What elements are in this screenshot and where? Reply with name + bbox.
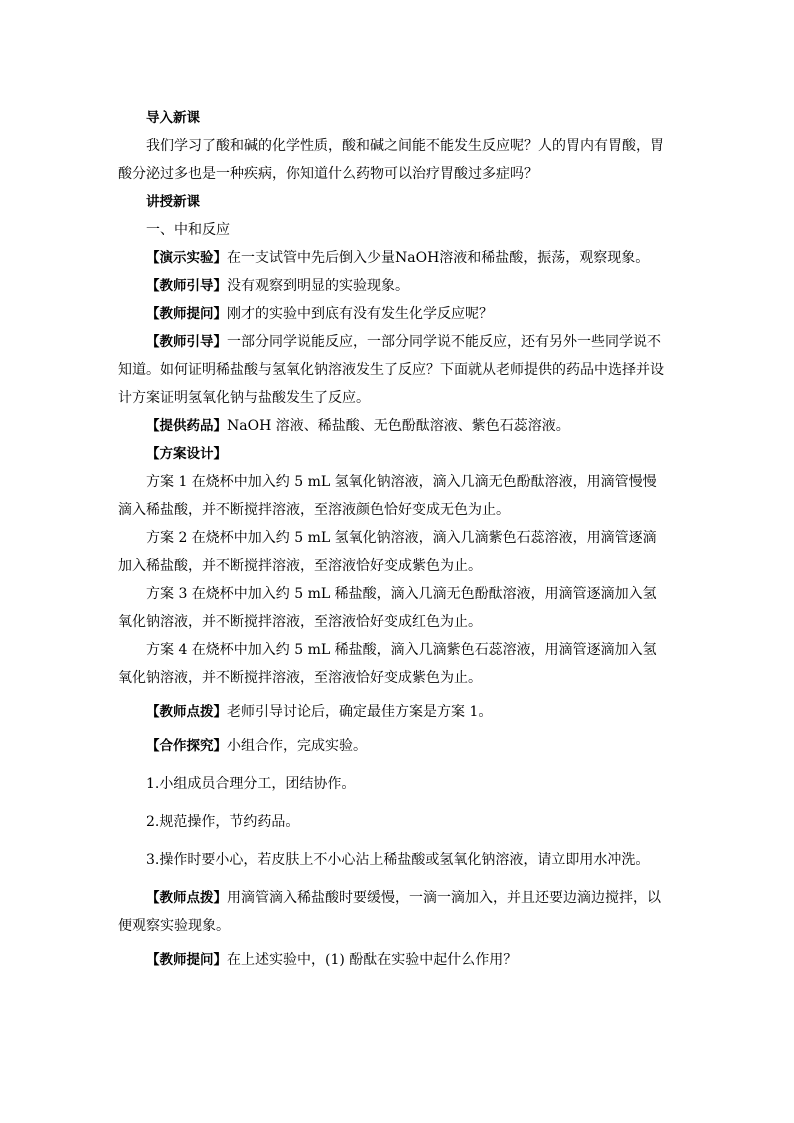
cooperative-inquiry-paragraph: [118, 732, 670, 760]
step-item: 2.规范操作，节约药品。: [146, 814, 300, 830]
paragraph-text: 刚才的实验中到底有没有发生化学反应呢？: [227, 306, 493, 322]
step-item: 3.操作时要小心，若皮肤上不小心沾上稀盐酸或氢氧化钠溶液，请立即用水冲洗。: [146, 852, 650, 868]
paragraph-tag: 【教师点拨】: [146, 704, 227, 720]
intro-paragraph: 我们学习了酸和碱的化学性质，酸和碱之间能不能发生反应呢？人的胃内有胃酸，胃酸分泌过多也是一种疾病，你知道什么药物可以治疗胃酸过多症吗？: [118, 138, 664, 182]
plan-item: 方案 3 在烧杯中加入约 5 mL 稀盐酸，滴入几滴无色酚酞溶液，用滴管逐滴加入氢氧化钠溶液，并不断搅拌溶液，至溶液恰好变成红色为止。: [118, 586, 657, 630]
paragraph-text: 一部分同学说能反应，一部分同学说不能反应，还有另外一些同学说不知道。如何证明稀盐酸与氢氧化钠溶液发生了反应？下面就从老师提供的药品中选择并设计方案证明氢氧化钠与盐酸发生了反应。: [118, 334, 664, 406]
paragraph-text: 没有观察到明显的实验现象。: [227, 278, 409, 294]
plan-item: 方案 4 在烧杯中加入约 5 mL 稀盐酸，滴入几滴紫色石蕊溶液，用滴管逐滴加入氢氧化钠溶液，并不断搅拌溶液，至溶液恰好变成紫色为止。: [118, 642, 657, 686]
paragraph-tag: 【教师引导】: [146, 334, 227, 350]
paragraph-tag: 【教师提问】: [146, 952, 227, 968]
paragraph-text: 用滴管滴入稀盐酸时要缓慢，一滴一滴加入，并且还要边滴边搅拌，以便观察实验现象。: [118, 890, 661, 934]
paragraph-tag: 【教师点拨】: [146, 890, 227, 906]
reagents-paragraph: [118, 412, 670, 440]
paragraph-tag: 【演示实验】: [146, 250, 227, 266]
teacher-guide-paragraph: [118, 272, 670, 300]
demo-experiment-paragraph: [118, 244, 670, 272]
section-title: 一、中和反应: [146, 222, 230, 238]
teacher-tip-paragraph: [118, 698, 670, 726]
teacher-question-paragraph: [118, 946, 670, 974]
step-item: 1.小组成员合理分工，团结协作。: [146, 776, 356, 792]
intro-heading: 导入新课: [146, 110, 200, 126]
teacher-tip-paragraph: [118, 884, 670, 940]
paragraph-tag: 【教师提问】: [146, 306, 227, 322]
paragraph-tag: 【合作探究】: [146, 738, 227, 754]
paragraph-text: 在上述实验中，(1) 酚酞在实验中起什么作用？: [227, 952, 518, 968]
paragraph-tag: 【教师引导】: [146, 278, 227, 294]
document-page: [118, 104, 670, 974]
teacher-guide-paragraph: [118, 328, 670, 412]
plan-item: 方案 1 在烧杯中加入约 5 mL 氢氧化钠溶液，滴入几滴无色酚酞溶液，用滴管慢慢滴入稀盐酸，并不断搅拌溶液，至溶液颜色恰好变成无色为止。: [118, 474, 657, 518]
plan-item: 方案 2 在烧杯中加入约 5 mL 氢氧化钠溶液，滴入几滴紫色石蕊溶液，用滴管逐滴加入稀盐酸，并不断搅拌溶液，至溶液恰好变成紫色为止。: [118, 530, 657, 574]
paragraph-text: 在一支试管中先后倒入少量NaOH溶液和稀盐酸，振荡，观察现象。: [227, 250, 650, 266]
paragraph-text: 小组合作，完成实验。: [227, 738, 367, 754]
paragraph-text: NaOH 溶液、稀盐酸、无色酚酞溶液、紫色石蕊溶液。: [227, 418, 570, 434]
plan-design-paragraph: [118, 440, 670, 468]
paragraph-tag: 【提供药品】: [146, 418, 227, 434]
lesson-heading: 讲授新课: [146, 194, 200, 210]
paragraph-tag: 【方案设计】: [146, 446, 227, 462]
teacher-question-paragraph: [118, 300, 670, 328]
paragraph-text: 老师引导讨论后，确定最佳方案是方案 1。: [227, 704, 493, 720]
